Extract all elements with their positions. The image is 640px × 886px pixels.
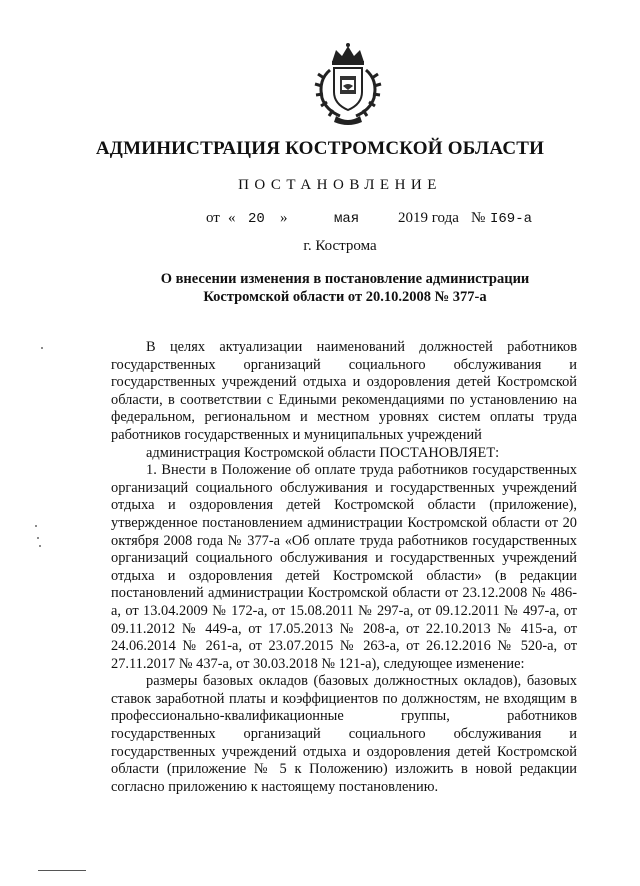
scan-marks — [30, 340, 50, 560]
footer-rule — [38, 870, 86, 871]
number-sign: № — [471, 210, 486, 226]
document-body — [111, 339, 577, 796]
paragraph: размеры базовых окладов (базовых должностных окладов), базовых ставок заработной платы и коэффициентов по должностям, не входящим в профессионально-квалификационные группы, работников государственных организаций социального обслуживания и государственных учреждений отдыха и оздоровления детей Костромской области (приложение № 5 к Положению) изложить в новой редакции согласно приложению к настоящему постановлению. — [111, 673, 577, 795]
agency-name: АДМИНИСТРАЦИЯ КОСТРОМСКОЙ ОБЛАСТИ — [95, 138, 545, 159]
date-month: мая — [334, 211, 360, 227]
document-type: ПОСТАНОВЛЕНИЕ — [238, 177, 442, 193]
date-day: 20 — [248, 211, 265, 227]
date-quote-close: » — [280, 210, 288, 226]
city: г. Кострома — [303, 238, 377, 254]
title-line: Костромской области от 20.10.2008 № 377-а — [203, 289, 487, 305]
date-quote-open: « — [228, 210, 236, 226]
date-prefix: от — [206, 210, 220, 226]
paragraph: администрация Костромской области ПОСТАНОВЛЯЕТ: — [146, 444, 500, 461]
paragraph: В целях актуализации наименований должностей работников государственных организаций социального обслуживания и государственных учреждений отдыха и оздоровления детей Костромской области, в соответствии с Едиными рекомендациями по установлению на федеральном, региональном и местном уровнях систем оплаты труда работников государственных и муниципальных учреждений — [111, 339, 577, 443]
date-year: 2019 года — [398, 210, 459, 226]
document-title — [110, 270, 580, 306]
title-line: О внесении изменения в постановление администрации — [160, 271, 530, 287]
document-number: I69-а — [490, 211, 533, 227]
coat-of-arms-emblem — [296, 40, 400, 128]
paragraph: 1. Внести в Положение об оплате труда работников государственных организаций социального обслуживания и государственных учреждений отдыха и оздоровления детей Костромской области (приложение), утвержденное постановлением администрации Костромской области от 20 октября 2008 года № 377-а «Об оплате труда работников государственных организаций социального обслуживания и государственных учреждений отдыха и оздоровления детей Костромской области» (в редакции постановлений администрации Костромской области от 23.12.2008 № 486-а, от 13.04.2009 № 172-а, от 15.08.2011 № 297-а, от 09.12.2011 № 497-а, от 09.11.2012 № 449-а, от 17.05.2013 № 208-а, от 22.10.2013 № 415-а, от 24.06.2014 № 261-а, от 23.07.2015 № 263-а, от 26.12.2016 № 520-а, от 27.11.2017 № 437-а, от 30.03.2018 № 121-а), следующее изменение: — [111, 462, 577, 672]
